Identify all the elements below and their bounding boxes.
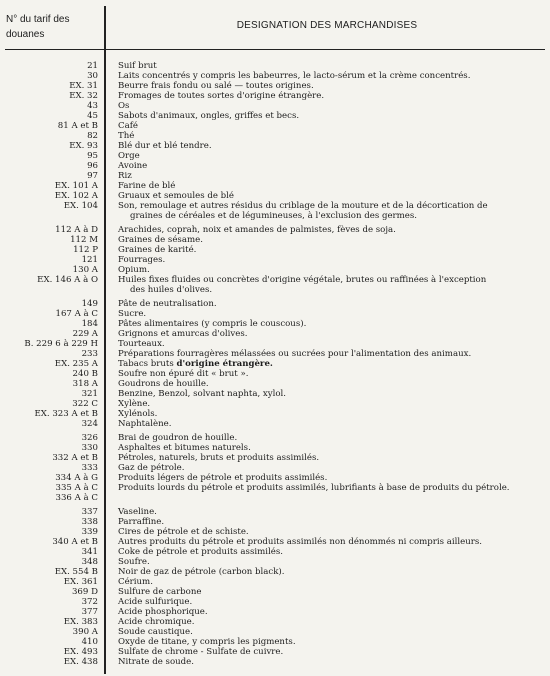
table-row [0, 493, 550, 503]
designation-text: Coke de pétrole et produits assimilés. [118, 547, 283, 557]
designation-text: Son, remoulage et autres résidus du criblage de la mouture et de la décortication de [118, 201, 488, 211]
goods-designation [118, 275, 543, 295]
designation-text: Graines de karité. [118, 245, 197, 255]
goods-designation [118, 597, 543, 607]
designation-text: Acide phosphorique. [118, 607, 208, 617]
table-row [0, 339, 550, 349]
tariff-code: EX. 146 A à O [37, 275, 98, 285]
goods-designation [118, 359, 543, 369]
designation-text: Produits lourds du pétrole et produits assimilés, lubrifiants à base de produits du pétrole. [118, 483, 510, 493]
designation-text: Brai de goudron de houille. [118, 433, 238, 443]
goods-designation [118, 245, 543, 255]
table-row [0, 463, 550, 473]
tariff-number-header [6, 12, 102, 42]
goods-designation [118, 567, 543, 577]
table-row [0, 597, 550, 607]
goods-designation [118, 369, 543, 379]
goods-designation [118, 339, 543, 349]
tariff-code: 333 [81, 463, 98, 473]
goods-designation [118, 607, 543, 617]
goods-designation [118, 141, 543, 151]
designation-text: Naphtalène. [118, 419, 172, 429]
tariff-code: EX. 438 [63, 657, 98, 667]
table-row [0, 399, 550, 409]
designation-text: Farine de blé [118, 181, 176, 191]
goods-designation [118, 171, 543, 181]
goods-designation [118, 379, 543, 389]
table-row [0, 657, 550, 667]
tariff-code: EX. 235 A [54, 359, 98, 369]
designation-text: Autres produits du pétrole et produits assimilés non dénommés ni compris ailleurs. [118, 537, 483, 547]
goods-designation [118, 473, 543, 483]
tariff-code: 318 A [72, 379, 98, 389]
table-row [0, 171, 550, 181]
designation-text: Avoine [118, 161, 148, 171]
tariff-code: 45 [87, 111, 98, 121]
tariff-code: 326 [81, 433, 98, 443]
designation-text: Graines de sésame. [118, 235, 203, 245]
designation-text: Thé [118, 131, 135, 141]
designation-text: Sabots d'animaux, ongles, griffes et becs. [118, 111, 300, 121]
table-row [0, 319, 550, 329]
designation-text: Sulfure de carbone [118, 587, 202, 597]
goods-designation [118, 299, 543, 309]
table-row [0, 419, 550, 429]
tariff-code: 324 [81, 419, 98, 429]
tariff-number-header-line2: douanes [6, 29, 45, 40]
tariff-code: 82 [87, 131, 98, 141]
tariff-code: 341 [81, 547, 98, 557]
table-row [0, 527, 550, 537]
goods-designation [118, 483, 543, 493]
table-row [0, 121, 550, 131]
goods-designation [118, 319, 543, 329]
table-row [0, 201, 550, 221]
tariff-code: EX. 323 A et B [34, 409, 98, 419]
designation-text: Grignons et amurcas d'olives. [118, 329, 248, 339]
table-row [0, 443, 550, 453]
designation-text: Nitrate de soude. [118, 657, 194, 667]
goods-designation [118, 419, 543, 429]
goods-designation [118, 235, 543, 245]
designation-continuation: des huiles d'olives. [130, 285, 213, 295]
goods-designation [118, 265, 543, 275]
designation-text: Blé dur et blé tendre. [118, 141, 212, 151]
tariff-code: 334 A à G [55, 473, 98, 483]
designation-text: Noir de gaz de pétrole (carbon black). [118, 567, 285, 577]
table-row [0, 265, 550, 275]
goods-designation [118, 349, 543, 359]
table-row [0, 517, 550, 527]
designation-text: Orge [118, 151, 140, 161]
table-row [0, 81, 550, 91]
tariff-code: 233 [81, 349, 98, 359]
goods-designation [118, 433, 543, 443]
table-row [0, 547, 550, 557]
table-row [0, 275, 550, 295]
table-row [0, 111, 550, 121]
table-row [0, 161, 550, 171]
designation-text: Tabacs bruts [118, 359, 177, 369]
table-row [0, 507, 550, 517]
table-row [0, 299, 550, 309]
table-row [0, 359, 550, 369]
tariff-code: 167 A à C [55, 309, 98, 319]
goods-designation [118, 399, 543, 409]
goods-designation [118, 617, 543, 627]
goods-designation [118, 91, 543, 101]
goods-designation [118, 191, 543, 201]
table-row [0, 309, 550, 319]
tariff-code: EX. 32 [69, 91, 98, 101]
table-row [0, 245, 550, 255]
designation-text: Beurre frais fondu ou salé — toutes origines. [118, 81, 314, 91]
table-row [0, 627, 550, 637]
tariff-code: 112 M [70, 235, 98, 245]
designation-text: Goudrons de houille. [118, 379, 209, 389]
tariff-code: EX. 93 [69, 141, 98, 151]
tariff-code: 390 A [72, 627, 98, 637]
tariff-code: 336 A à C [55, 493, 98, 503]
designation-text: Acide chromique. [118, 617, 195, 627]
goods-designation [118, 507, 543, 517]
goods-designation [118, 637, 543, 647]
designation-text: Gruaux et semoules de blé [118, 191, 234, 201]
tariff-code: 337 [81, 507, 98, 517]
table-row [0, 369, 550, 379]
tariff-code: 348 [81, 557, 98, 567]
table-row [0, 607, 550, 617]
table-row [0, 647, 550, 657]
designation-text: Acide sulfurique. [118, 597, 193, 607]
tariff-code: 112 P [73, 245, 98, 255]
header-rule [5, 49, 545, 50]
goods-designation [118, 151, 543, 161]
tariff-code: B. 229 6 à 229 H [24, 339, 98, 349]
designation-text: Sulfate de chrome - Sulfate de cuivre. [118, 647, 284, 657]
tariff-code: EX. 361 [63, 577, 98, 587]
table-row [0, 235, 550, 245]
designation-text: Xylène. [118, 399, 151, 409]
tariff-code: 321 [81, 389, 98, 399]
tariff-code: EX. 102 A [54, 191, 98, 201]
goods-designation [118, 547, 543, 557]
goods-designation [118, 527, 543, 537]
goods-designation [118, 225, 543, 235]
table-row [0, 61, 550, 71]
designation-text: Tourteaux. [118, 339, 165, 349]
designation-text: Café [118, 121, 138, 131]
designation-text: Soufre non épuré dit « brut ». [118, 369, 249, 379]
table-row [0, 71, 550, 81]
table-row [0, 557, 550, 567]
designation-text: Soude caustique. [118, 627, 193, 637]
tariff-code: 335 A à C [55, 483, 98, 493]
designation-text: Opium. [118, 265, 150, 275]
goods-designation [118, 453, 543, 463]
table-row [0, 617, 550, 627]
goods-designation [118, 557, 543, 567]
table-row [0, 473, 550, 483]
goods-designation [118, 201, 543, 221]
table-row [0, 131, 550, 141]
goods-designation [118, 647, 543, 657]
goods-designation [118, 61, 543, 71]
designation-text: Xylénols. [118, 409, 158, 419]
tariff-code: 121 [81, 255, 98, 265]
designation-text: Parraffine. [118, 517, 165, 527]
table-row [0, 537, 550, 547]
tariff-code: 184 [81, 319, 98, 329]
table-row [0, 483, 550, 493]
goods-designation [118, 409, 543, 419]
tariff-code: 322 C [72, 399, 98, 409]
designation-text: Produits légers de pétrole et produits assimilés. [118, 473, 328, 483]
table-row [0, 91, 550, 101]
tariff-code: EX. 104 [63, 201, 98, 211]
designation-text: Cires de pétrole et de schiste. [118, 527, 249, 537]
table-row [0, 409, 550, 419]
goods-designation [118, 587, 543, 597]
tariff-code: 369 D [71, 587, 98, 597]
goods-designation [118, 121, 543, 131]
tariff-code: 340 A et B [52, 537, 98, 547]
goods-designation [118, 537, 543, 547]
designation-text: Gaz de pétrole. [118, 463, 185, 473]
designation-text: Suif brut [118, 61, 157, 71]
designation-text: Fourrages. [118, 255, 166, 265]
tariff-code: EX. 31 [69, 81, 98, 91]
tariff-code: EX. 383 [63, 617, 98, 627]
tariff-code: 97 [87, 171, 98, 181]
designation-text: Soufre. [118, 557, 150, 567]
table-row [0, 101, 550, 111]
goods-designation [118, 517, 543, 527]
tariff-code: EX. 101 A [54, 181, 98, 191]
tariff-code: EX. 493 [63, 647, 98, 657]
goods-designation [118, 329, 543, 339]
designation-text: Pétroles, naturels, bruts et produits assimilés. [118, 453, 320, 463]
goods-designation [118, 71, 543, 81]
goods-designation [118, 463, 543, 473]
designation-text: Sucre. [118, 309, 147, 319]
designation-text: Pâtes alimentaires (y compris le couscous). [118, 319, 307, 329]
tariff-code: 339 [81, 527, 98, 537]
designation-text: Pâte de neutralisation. [118, 299, 217, 309]
goods-designation [118, 161, 543, 171]
designation-text: Riz [118, 171, 132, 181]
goods-designation [118, 309, 543, 319]
designation-header: DESIGNATION DES MARCHANDISES [236, 20, 418, 31]
tariff-code: 112 A à D [55, 225, 98, 235]
table-row [0, 181, 550, 191]
designation-continuation: graines de céréales et de légumineuses, à l'exclusion des germes. [130, 211, 418, 221]
table-row [0, 567, 550, 577]
tariff-code: 96 [87, 161, 98, 171]
designation-text: Os [118, 101, 130, 111]
tariff-code: 229 A [72, 329, 98, 339]
tariff-code: 130 A [72, 265, 98, 275]
designation-text: Laits concentrés y compris les babeurres, le lacto-sérum et la crème concentrés. [118, 71, 471, 81]
designation-text: Benzine, Benzol, solvant naphta, xylol. [118, 389, 287, 399]
designation-text: Vaseline. [118, 507, 157, 517]
goods-designation [118, 181, 543, 191]
tariff-code: 21 [87, 61, 98, 71]
designation-text: Fromages de toutes sortes d'origine étrangère. [118, 91, 325, 101]
table-row [0, 349, 550, 359]
goods-designation [118, 627, 543, 637]
goods-designation [118, 101, 543, 111]
table-row [0, 379, 550, 389]
designation-text: Oxyde de titane, y compris les pigments. [118, 637, 296, 647]
goods-designation [118, 81, 543, 91]
table-row [0, 577, 550, 587]
tariff-code: 95 [87, 151, 98, 161]
goods-designation [118, 443, 543, 453]
table-row [0, 389, 550, 399]
table-row [0, 191, 550, 201]
table-row [0, 587, 550, 597]
designation-text: Préparations fourragères mélassées ou sucrées pour l'alimentation des animaux. [118, 349, 472, 359]
tariff-code: EX. 554 B [54, 567, 98, 577]
table-row [0, 151, 550, 161]
tariff-code: 240 B [72, 369, 98, 379]
goods-designation [118, 255, 543, 265]
table-row [0, 141, 550, 151]
tariff-code: 81 A et B [57, 121, 98, 131]
table-row [0, 453, 550, 463]
tariff-code: 30 [87, 71, 98, 81]
designation-text: Cérium. [118, 577, 153, 587]
goods-designation [118, 577, 543, 587]
designation-text: Arachides, coprah, noix et amandes de palmistes, fèves de soja. [118, 225, 396, 235]
tariff-code: 377 [81, 607, 98, 617]
tariff-code: 338 [81, 517, 98, 527]
tariff-code: 330 [81, 443, 98, 453]
table-row [0, 225, 550, 235]
goods-designation [118, 131, 543, 141]
goods-designation [118, 657, 543, 667]
tariff-code: 149 [81, 299, 98, 309]
table-row [0, 255, 550, 265]
designation-emphasis: d'origine étrangère. [176, 359, 273, 369]
table-body [0, 61, 550, 667]
tariff-code: 332 A et B [52, 453, 98, 463]
tariff-number-header-line1: N° du tarif des [6, 14, 70, 25]
goods-designation [118, 389, 543, 399]
table-row [0, 433, 550, 443]
tariff-code: 43 [87, 101, 98, 111]
goods-designation [118, 111, 543, 121]
table-row [0, 637, 550, 647]
designation-text: Asphaltes et bitumes naturels. [118, 443, 251, 453]
table-row [0, 329, 550, 339]
tariff-code: 410 [81, 637, 98, 647]
tariff-code: 372 [81, 597, 98, 607]
designation-text: Huiles fixes fluides ou concrètes d'origine végétale, brutes ou raffinées à l'exception [118, 275, 487, 285]
